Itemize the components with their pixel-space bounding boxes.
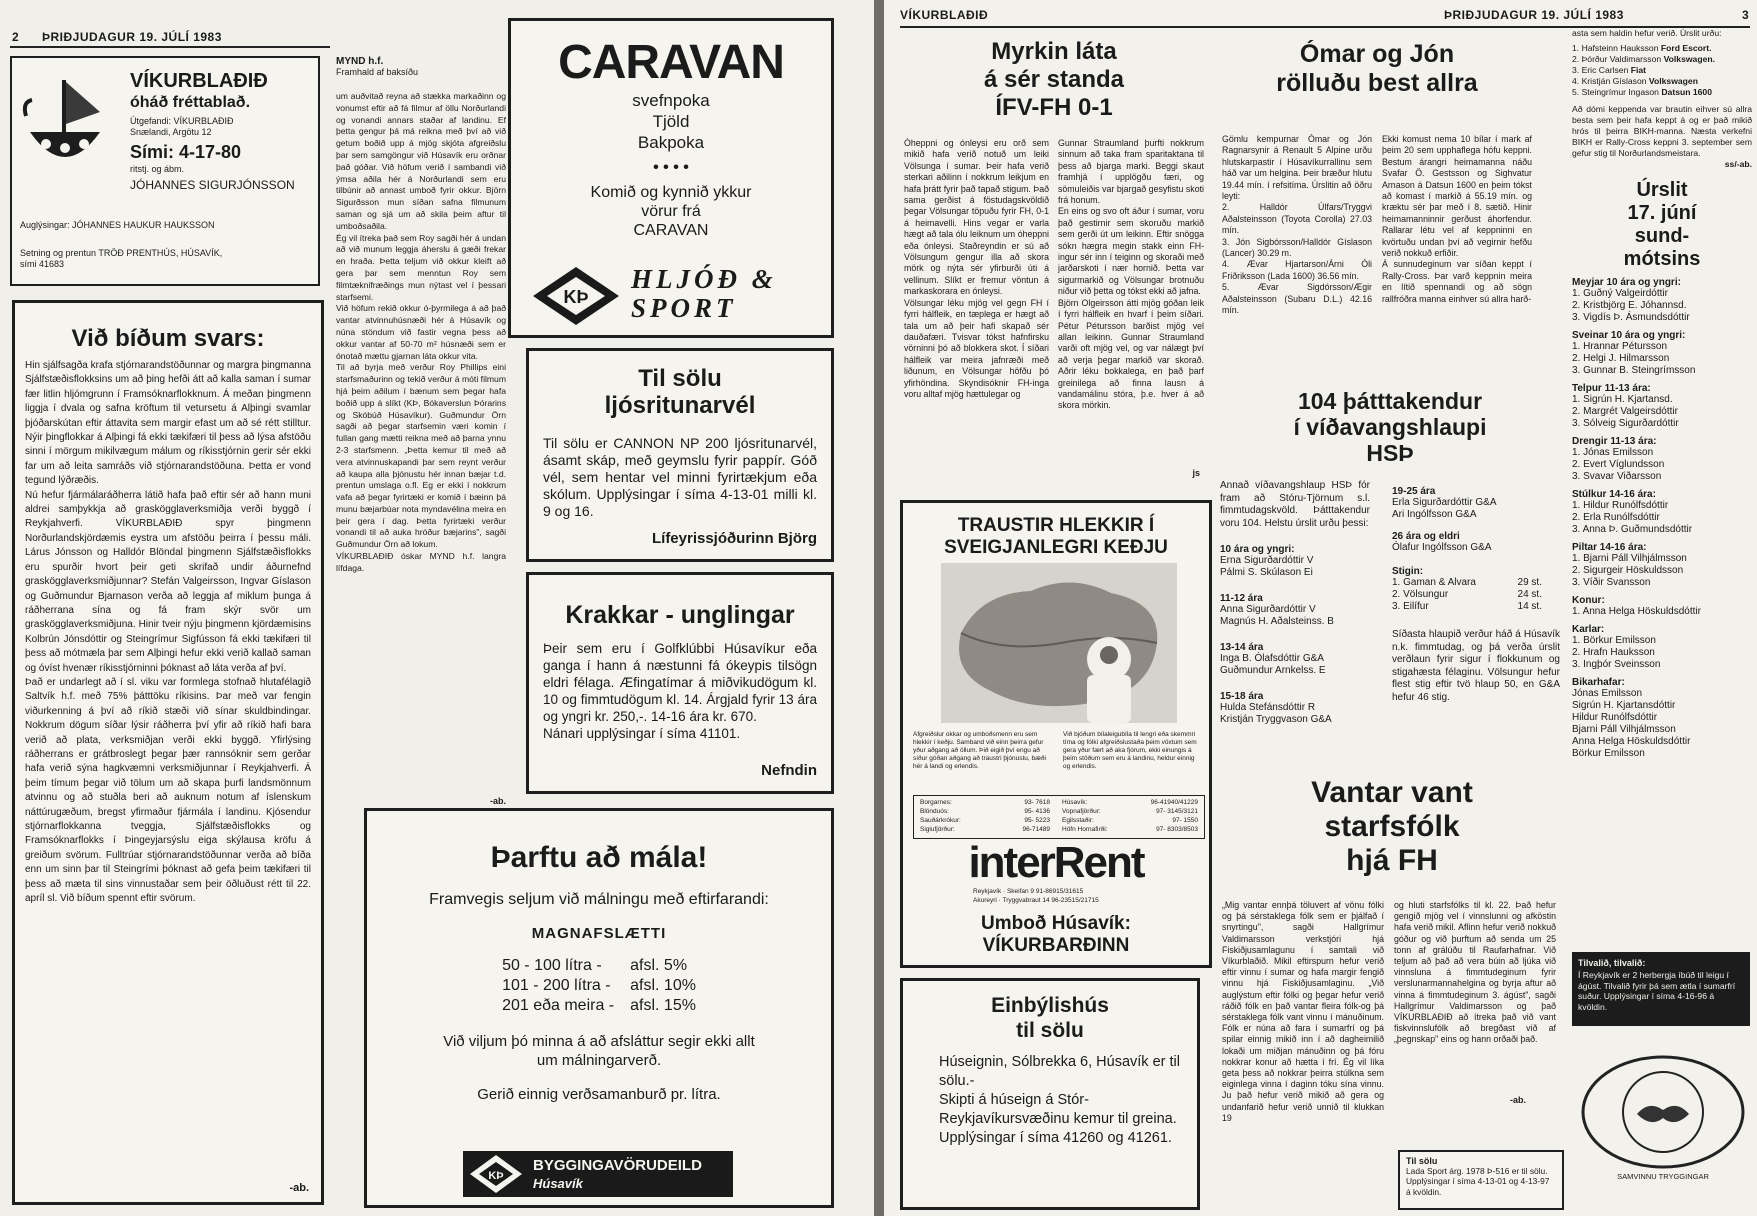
interrent-branches (913, 795, 1205, 839)
rally-article (1222, 40, 1532, 380)
branch-phone: 97- 1550 (1172, 817, 1198, 824)
mynd-article (336, 56, 506, 826)
group-lines: 1. Sigrún H. Kjartansd. 2. Margrét Valgeirsdóttir 3. Sólveig Sigurðardóttir (1572, 394, 1679, 429)
group-lines: Ólafur Ingólfsson G&A (1392, 542, 1492, 553)
group-lines: 1. Hrannar Pétursson 2. Helgi J. Hilmarsson 3. Gunnar B. Steingrímsson (1572, 341, 1696, 376)
group-lines: Anna Sigurðardóttir V Magnús H. Aðalsteinss. B (1220, 604, 1334, 627)
golf-body: Þeir sem eru í Golfklúbbi Húsavíkur eða ganga í hann á næstunni fá ókeypis tilsögn eldri félaga. Æfingatímar á miðvikudögum kl. 10 og fimmtudögum kl. 14. Árgjald fyrir 13 ára og yngri kr. 250,-. 14-16 ára kr. 670. Nánari upplýsingar í síma 41101. (543, 641, 817, 741)
tier-discount: afsl. 15% (630, 997, 696, 1014)
branch-city: Siglufjörður: (920, 826, 955, 833)
branch-city: Höfn Hornafirði: (1062, 826, 1108, 833)
orienteering-groups-right (1392, 480, 1560, 704)
insurance-logo-text: SAMVINNU TRYGGINGAR (1617, 1172, 1709, 1181)
caravan-cta: Komið og kynnið ykkur vörur frá CARAVAN (590, 184, 752, 239)
group-title: Meyjar 10 ára og yngri: (1572, 277, 1681, 288)
paint-dept: BYGGINGAVÖRUDEILD (533, 1157, 702, 1174)
rally-result-row (1572, 65, 1752, 76)
branch-city: Vopnafjörður: (1062, 808, 1101, 815)
caravan-items (511, 90, 831, 153)
tier-range: 101 - 200 lítra - (502, 977, 611, 994)
right-column (1572, 28, 1752, 1208)
branch-row (920, 816, 1050, 825)
interrent-hq: Reykjavík · Skeifan 9 91-86915/31615 Akureyri · Tryggvabraut 14 96-23515/21715 (973, 888, 1099, 904)
group-title: Drengir 11-13 ára: (1572, 436, 1657, 447)
classified-title: Tilvalið, tilvalið: (1578, 958, 1646, 968)
header-rule (10, 46, 330, 48)
car-sale-ad (1398, 1150, 1564, 1210)
group-title: Stúlkur 14-16 ára: (1572, 489, 1656, 500)
branch-city: Egilsstaðir: (1062, 817, 1094, 824)
interrent-caption-right: Við bjóðum bílaleigubíla til lengri eða skemmri tíma og fólki afgreiðslustaða þeim vöxtum sem gera yður fært að aka fjórum, ekki einungis á þeim stöðum sem eru á landinu, heldur einnig og erlendis. (1063, 731, 1197, 770)
branch-row (1062, 807, 1198, 816)
rally-result-row (1572, 43, 1752, 54)
fh-col2: og hluti starfsfólks til kl. 22. Það hefur gengið mjög vel í vinnslunni og afköstin hafa verið mikil. Aflinn hefur verið nokkuð góður og við þurftum að senda um 25 tonn af grálúðu til Raufarhafnar. Við teljum að það að vera búin að ljúka við vinnsluna á fimmtudeginum fyrir verslunarmannahelgina og byrja aftur að vinna á fimmtudeginum 3. ágúst", sagði Hallgrímur Valdimarsson og það VÍKURBLAÐIÐ að ítreka það við vant fiskvinnslufólk að bregðast við af „þegnskap" eins og hann orðaði það. (1394, 900, 1556, 1045)
paint-title: Þarftu að mála! (490, 841, 708, 874)
team: 3. Eilífur (1392, 601, 1429, 612)
group-lines: Erna Sigurðardóttir V Pálmi S. Skúlason Ei (1220, 555, 1314, 578)
interrent-brand: interRent (968, 838, 1144, 887)
golf-title: Krakkar - unglingar (565, 601, 795, 629)
orienteering-closing: Síðasta hlaupið verður háð á Húsavík n.k. fimmtudag, og þá verða úrslit verðlaun fyrir sigur í flokkunum og stigahæsta félaginu. Völsungur hefur flest stig eftir tvö hlaup 50, en G&A hefur 46 stig. (1392, 629, 1560, 703)
mynd-body: um auðvitað reyna að stækka markaðinn og vonumst eftir að fá filmur af öllu Norðurlandi og vonandi annars staðar af landinu. Ef þetta gengur þá má reikna með því að við getum boðið upp á mjög skjóta afgreiðslu þar sem samgöngur við Húsavík eru orðnar það góðar. Við höfum verið í sambandi við ýmsa aðila hér á Norðurlandi sem eru tilbúnir að annast umboð fyrir okkur. Björn Sigurðsson mun síðan safna filmunum saman og sjá um að skila þeim aftur til umboðsaðila. Ég vil ítreka það sem Roy sagði hér á undan að við munum leggja áherslu á gæði frekar en hraða. Þetta teljum við okkur kleift að gera þar sem menntun Roy sem filmtæknifræðings mun nýtast vel í þessari starfsemi. Við höfum rekið okkur ó-þyrmilega á að það vantar atvinnuhúsnæði hér á Húsavík og núna stöndum við fastir vegna þess að okkur vantar af 50-70 m² húsnæði sem er ónotað mættu gjarnan láta okkur vita. Til að byrja með verður Roy Phillips eini starfsmaðurinn og tekið verður á móti filmum hjá þeim aðilum í bænum sem þegar hafa boðið upp á slíkt (KÞ, Bókaverslun Þórarins og Skóbúð Húsavíkur). Guðmundur Örn sagði að þegar starfsemin væri komin í fullan gang mætti reikna með að þarna ynnu 2-3 starfsmenn. „Þetta kemur til með að vera atvinnuskapandi þar sem reynt verður að kaupa alla þjónustu hér innan bæjar t.d. prentun umslaga o.fl. Eg er ekki í nokkrum vafa að þegar fyrirtæki er komið í bæinn þá munu bæjarbúar nota myndavélina meira en þeir gera í dag. Þetta fyrirtæki verður vonandi til að auka hróður bæjarins", sagði Guðmundur Örn að lokum. VÍKURBLAÐIÐ óskar MYND h.f. langra lífdaga. (336, 91, 506, 573)
group-title: 10 ára og yngri: (1220, 544, 1295, 555)
fh-col1: „Mig vantar ennþá töluvert af vönu fólki og þá sérstaklega fólk sem er þjálfað í snyrtingu", sagði Hallgrímur Valdimarsson verkstjóri hjá Fiskiðjusamlagunu í samtali við Víkurblaðið. Mikil eftirspurn hefur verið eftir vinnu í sumar og hafa margir fengið vinnu hjá Fiskiðjusamlaginu. „Við auglýstum eftir fólki og þegar hefur verið ráðið fólk en það vantar fleira fólk-og þá sérstaklega fólk vant vinnu í mánuðinum. Fólk er núna að fara í sumarfrí og þá spilar einnig mikið inn í að dagheimilið lokaði um miðjan mánuðinn og þá fóru nokkrar konur að hætta í frí. Ég vil líka geta þess að nokkrar þeirra stúlkna sem eiginlega vinna í daginn tóku sína vinnu. Ju það hefur verið mikið að gera og undanfarið hefur verið unnið til klukkan 19 (1222, 900, 1384, 1123)
sale-title: Til sölu (1406, 1156, 1438, 1166)
caravan-item: svefnpoka (632, 91, 710, 110)
branch-phone: 96-41940/41229 (1150, 799, 1198, 806)
rally-headline: Ómar og Jón rölluðu best allra (1276, 40, 1478, 97)
driver: Þórður Valdimarsson (1581, 54, 1662, 64)
branch-phone: 93- 7618 (1024, 799, 1050, 806)
tier-range: 201 eða meira - (502, 997, 615, 1014)
points-row (1392, 601, 1542, 613)
interrent-ad (900, 500, 1212, 968)
car: Ford Escort. (1660, 43, 1712, 53)
tier-discount: afsl. 5% (630, 957, 688, 974)
group-title: 26 ára og eldri (1392, 531, 1460, 542)
branch-row (1062, 798, 1198, 807)
editorial-headline: Við bíðum svars: (71, 325, 265, 352)
caravan-logo: CARAVAN (558, 36, 784, 89)
rally-cont-intro: asta sem haldin hefur verið. Úrslit urðu: (1572, 28, 1722, 38)
score: 29 st. (1517, 577, 1542, 588)
driver: Hafsteinn Hauksson (1581, 43, 1659, 53)
driver: Eric Carlsen (1581, 65, 1629, 75)
group-title: Karlar: (1572, 624, 1605, 635)
kp-logo-text: KÞ (563, 287, 589, 307)
paint-tiers (494, 956, 704, 1016)
kp-logo-icon (469, 1154, 523, 1194)
paint-town: Húsavík (533, 1176, 583, 1191)
caravan-item: Bakpoka (637, 133, 705, 152)
team: 1. Gaman & Alvara (1392, 577, 1476, 588)
rank: 1. (1572, 43, 1580, 53)
group-title: Telpur 11-13 ára: (1572, 383, 1651, 394)
fh-article (1222, 776, 1562, 1206)
branch-row (1062, 816, 1198, 825)
interrent-caption-left: Afgreiðslur okkar og umboðsmenn eru sem hlekkir í keðju. Samband við einn þeirra gefur yður aðgang að öllum. Þið eigið því engu að síður góðan aðgang að traustri þjónustu, bæði hér á landi og erlendis. (913, 731, 1046, 770)
rally-cont-body: Að dómi keppenda var brautin eihver sú allra besta sem þeir hafa keppt á og er það mikið hrós til þeirra BIKH-manna. Næsta verkefni BIKH er Rally-Cross keppni 3. september sem gefur stig til Norðurlandsmeistara. (1572, 104, 1752, 158)
group-lines: 1. Guðný Valgeirdóttir 2. Kristbjörg E. Jóhannsd. 3. Vigdís Þ. Ásmundsdóttir (1572, 288, 1690, 323)
points-table (1392, 577, 1560, 613)
fh-headline: Vantar vant starfsfólk hjá FH (1311, 776, 1473, 877)
branch-row (920, 798, 1050, 807)
page-number: 3 (1742, 8, 1750, 22)
copier-ad (526, 348, 834, 562)
branch-phone: 95- 4136 (1024, 808, 1050, 815)
group-lines: 1. Anna Helga Höskuldsdóttir (1572, 606, 1701, 617)
branch-row (1062, 825, 1198, 834)
group-title: Piltar 14-16 ára: (1572, 542, 1647, 553)
branches-right (1062, 798, 1198, 834)
group-title: Bikarhafar: (1572, 677, 1625, 688)
golf-signer: Nefndin (761, 762, 817, 779)
hljod-sport-logo: HLJÓÐ & SPORT (631, 264, 777, 323)
driver: Steingrímur Ingason (1581, 87, 1659, 97)
rally-cont-signature: ss/-ab. (1724, 159, 1752, 169)
copier-signer: Lífeyrissjóðurinn Björg (651, 530, 817, 547)
football-col1: Óheppni og ónleysi eru orð sem mikið hafa verið notuð um leiki Völsunga í sumar. Þeir hafa verið sterkari aðilinn í nokkrum leikjum en hafa þrátt fyrir það tapað stigum. Það sama gerðist á föstudagskvöldið þegar Völsungar töpuðu fyrir FH, 0-1 á heimavelli. Hins vegar er varla hægt að tala ólu leiknum um óheppni eða ónleysi. Staðreyndin er sú að Völsungum gengur illa að skora mörk og nýta sér yfirburði úti á vellinum. Slíkt er fremur vöntun á markaskorara en ónleysi. Völsungar léku mjög vel gegn FH í fyrri hálfleik, en tæplega er hægt að tala um að þeir hafi skapað sér dauðafæri. Tvisvar tókst hafnfirsku vörninni þó að blokkera skot. Í síðari hálfleik var meira jafnræði með liðunum, en Völsungar höfðu þó yfirhöndina. Skyndisóknir FH-inga voru alltaf mjög hættulegar og (904, 138, 1049, 399)
group-title: Konur: (1572, 595, 1605, 606)
score: 14 st. (1517, 601, 1542, 612)
tier-range: 50 - 100 lítra - (502, 957, 602, 974)
paint-ad (364, 808, 834, 1208)
points-row (1392, 589, 1542, 601)
group-lines: Hulda Stefánsdóttir R Kristján Tryggvason G&A (1220, 702, 1332, 725)
points-row (1392, 577, 1542, 589)
group-title: Sveinar 10 ára og yngri: (1572, 330, 1686, 341)
branch-phone: 97- 3145/3121 (1156, 808, 1198, 815)
orienteering-article (1220, 388, 1560, 768)
group-lines: 1. Hildur Runólfsdóttir 2. Erla Runólfsdóttir 3. Anna Þ. Guðmundsdóttir (1572, 500, 1693, 535)
masthead-phone: Sími: 4-17-80 (130, 142, 242, 162)
football-article (904, 38, 1204, 478)
branches-left (920, 798, 1050, 834)
orienteering-headline: 104 þátttakendur í víðavangshlaupi HSÞ (1293, 388, 1487, 466)
group-lines: Erla Sigurðardóttir G&A Ari Ingólfsson G&A (1392, 497, 1497, 520)
mynd-headline: MYND h.f. (336, 56, 384, 67)
car: Fiat (1630, 65, 1647, 75)
branch-row (920, 825, 1050, 834)
editorial-body: Hin sjálfsagða krafa stjórnarandstöðunnar og margra þingmanna Sjálfstæðisflokksins um að þing hefði átt að kalla saman í sumar fær litlin hljómgrunn í Framsóknarflokknum. Á meðan þingmenn liggja í dvala og safna kröftum til vetursetu á Alþingi svamlar þjóðarskútan eftir áttavita sem margir efast um að sé rétt stilltur. Nýir þingflokkar á Alþingi fá ekki tækifæri til þess að lýsa afstöðu sinni í mörgum mikilvægum málum og ríkisstjórnin gerir sér ekki far um að leita samráðs við stjórnarandstöðuna. Þetta er vond tegund lýðræðis. Nú hefur fjármálaráðherra látið hafa það eftir sér að hann muni aldrei samþykkja að graskögglaverksmiðja verði byggð í Reykjahverfi. VÍKURBLAÐIÐ spyr þingmenn Norðurlandskjördæmis eystra um afstöðu þeirra í þessu máli. Lárus Jónsson og Halldór Blöndal þingmenn Sjálfstæðisflokks eru spurðir hvort þeir geti skrifað undir áðurnefnd graskögglaverksmiðjunnar? Stefán Valgeirsson, Ingvar Gíslason og Guðmundur Bjarnason verða að leggja af miklum þunga á ráðherrana sína og fá fram skýr svör um graskögglaverksmiðjuna. Hinir tveir nýju þingmenn kjördæmisins Kolbrún Jónsdóttir og Steingrímur Sigfússon fá ekki tækifæri til þess að mótmæla þar sem Alþingi hefur ekki verið kallað saman og óvíst hvenær ríkisstjórninni þóknast að láta verða af því. Það er undarlegt að í sl. viku var formlega stofnað hlutafélagið Saltvík h.f. með 75% þátttöku ríkisins. Þar með var fengin viðurkenning á því að ríkið stæði við sínar skuldbindingar. Nokkrum dögum síðar lýsir ráðherra því yfir að ríkið hafi bara verið að plata, verksmiðjan verði ekki byggð. Yfirlýsing ráðherrans er grátbroslegt þegar þær rannsóknir sem gerðar hafa verið sýna hagkvæmni verksmiðjunnar í Reykjahverfi. Á þeim tímum þegar við tölum um að skapa þurfi landsmönnum atvinnu og að stuðla beri að auknum notum af íslenskum náttúrugæðum, bregst yfirmaður fjármála í landinu. Kjósendur stjórnarflokkanna tveggja, Sjálfstæðisflokks og Framsóknarflokks í Þingeyjarsýslu eiga skýlausa kröfu á greiðum svörum. Fulltrúar stjórnarandstöðunnar verða að bíða enn um sinn þar til Steingrími þóknast að gefa þeim tækifæri til þess að mæta til sins vinnustaðar sem þeir öðluðust rétt til 22. apríl sl. Við bíðum spennt eftir svörum. (25, 360, 311, 905)
rally-result-row (1572, 54, 1752, 65)
sale-body: Lada Sport árg. 1978 Þ-516 er til sölu. Upplýsingar í síma 4-13-01 og 4-13-97 á kvöldin. (1406, 1166, 1550, 1197)
group-title: 11-12 ára (1220, 593, 1263, 604)
tier-row (494, 976, 704, 996)
copier-title: Til sölu ljósritunarvél (604, 365, 756, 419)
team: 2. Völsungur (1392, 589, 1449, 600)
group-lines: 1. Bjarni Páll Vilhjálmsson 2. Sigurgeir Höskuldsson 3. Víðir Svansson (1572, 553, 1687, 588)
rank: 5. (1572, 87, 1580, 97)
masthead-ads: Auglýsingar: JÓHANNES HAUKUR HAUKSSON (20, 220, 215, 230)
driver: Kristján Gíslason (1581, 76, 1647, 86)
caravan-ad (508, 18, 834, 338)
caravan-dots: • • • • (653, 159, 689, 176)
group-title: 15-18 ára (1220, 691, 1264, 702)
interrent-headline: TRAUSTIR HLEKKIR Í SVEIGJANLEGRI KEÐJU (944, 515, 1168, 558)
tier-row (494, 996, 704, 1016)
branch-city: Blönduós: (920, 808, 949, 815)
classified-body: Í Reykjavík er 2 herbergja íbúð til leigu í ágúst. Tilvalið fyrir þá sem ætla í sumarfrí suður. Upplýsingar í síma 4-16-96 á kvöldin. (1578, 970, 1736, 1012)
group-title: 13-14 ára (1220, 642, 1264, 653)
right-page (884, 0, 1757, 1216)
branch-phone: 96-71489 (1022, 826, 1050, 833)
viking-ship-logo (20, 72, 110, 182)
masthead-subtitle: óháð fréttablað. (130, 94, 251, 111)
iceland-map-image (941, 563, 1177, 723)
group-lines: Inga B. Ólafsdóttir G&A Guðmundur Arnkelss. E (1220, 653, 1326, 676)
orienteering-intro: Annað víðavangshlaup HSÞ fór fram að Stóru-Tjörnum s.l. fimmtudagskvöld. Þátttakendur voru 104. Helstu úrslit urðu þessi: (1220, 480, 1370, 529)
copier-body: Til sölu er CANNON NP 200 ljósritunarvél, ásamt skáp, með geymslu fyrir pappír. Góð vél, sem hentar vel minni fyrirtækjum eða skólum. Upplýsingar í síma 4-13-01 milli kl. 9 og 16. (543, 435, 817, 519)
editorial (12, 300, 324, 1205)
rank: 2. (1572, 54, 1580, 64)
rally-col1: Gömlu kempurnar Ómar og Jón Ragnarsynir á Renault 5 Alpine urðu hlutskarpastir í Húsavíkurrallinu sem háð var um helgina. Þeir bræður hlutu 19.44 mín. í refsitíma. Úrslitin að öðru leyti: 2. Halldór Úlfars/Tryggvi Aðalsteinsson (Toyota Corolla) 27.03 mín. 3. Jón Sigbórsson/Halldór Gíslason (Lancer) 30.29 m. 4. Ævar Hjartarson/Árni Óli Friðriksson (Lada 1600) 36.56 mín. 5. Ævar Sigdórsson/Ægir Aðalsteinsson (Subaru D.L.) 42.16 mín. (1222, 134, 1372, 316)
car: Volkswagen (1648, 76, 1698, 86)
branch-row (920, 807, 1050, 816)
running-head: ÞRIÐJUDAGUR 19. JÚLÍ 1983 (42, 30, 222, 44)
car: Datsun 1600 (1661, 87, 1712, 97)
fh-signature: -ab. (1510, 1095, 1527, 1105)
rally-result-row (1572, 87, 1752, 98)
rank: 3. (1572, 65, 1580, 75)
football-headline: Myrkin láta á sér standa ÍFV-FH 0-1 (983, 38, 1125, 121)
masthead-publisher: Útgefandi: VÍKURBLAÐIÐ Snælandi, Argötu 12 (130, 116, 234, 137)
running-head-right: ÞRIÐJUDAGUR 19. JÚLÍ 1983 (1444, 8, 1624, 22)
branch-phone: 97- 8303/8503 (1156, 826, 1198, 833)
paint-pitch: Við viljum þó minna á að afsláttur segir ekki allt um málningarverð. (443, 1033, 755, 1069)
orienteering-groups-left (1220, 538, 1380, 726)
left-page (0, 0, 874, 1216)
masthead-editor: JÓHANNES SIGURJÓNSSON (130, 178, 295, 192)
running-head-left: VÍKURBLAÐIÐ (900, 8, 989, 22)
paint-compare: Gerið einnig verðsamanburð pr. lítra. (477, 1086, 721, 1103)
score: 24 st. (1517, 589, 1542, 600)
page-number: 2 (12, 30, 20, 44)
masthead-title: VÍKURBLAÐIÐ (130, 70, 268, 92)
editorial-signature: -ab. (289, 1182, 309, 1194)
masthead-printing: Setning og prentun TRÖÐ PRENTHÚS, HÚSAVÍK, sími 41683 (20, 248, 223, 269)
group-lines: 1. Börkur Emilsson 2. Hrafn Hauksson 3. Ingþór Sveinsson (1572, 635, 1661, 670)
swimming-title: Úrslit 17. júní sund- mótsins (1623, 179, 1701, 270)
football-signature: js (1192, 468, 1200, 478)
kp-logo-icon (531, 265, 621, 327)
samvinnu-tryggingar-logo-icon (1579, 1052, 1747, 1170)
mynd-signature: -ab. (489, 796, 506, 806)
mynd-kicker: Framhald af baksíðu (336, 67, 419, 77)
masthead (10, 56, 320, 286)
car: Volkswagen. (1663, 54, 1715, 64)
branch-city: Borgarnes: (920, 799, 952, 806)
rally-results (1572, 43, 1752, 98)
tier-row (494, 956, 704, 976)
byggingavorudeild-banner (463, 1151, 733, 1197)
house-ad (900, 978, 1200, 1210)
interrent-agent: Umboð Húsavík: VÍKURBARÐINN (981, 913, 1131, 956)
caravan-item: Tjöld (652, 112, 690, 131)
branch-city: Húsavík: (1062, 799, 1088, 806)
group-title: 19-25 ára (1392, 486, 1436, 497)
house-title: Einbýlishús til sölu (991, 994, 1109, 1042)
classified-apartment (1572, 952, 1750, 1026)
points-title: Stigin: (1392, 566, 1424, 577)
group-lines: Jónas Emilsson Sigrún H. Kjartansdóttir Hildur Runólfsdóttir Bjarni Páll Vilhjálmsson Anna Helga Höskuldsdóttir Börkur Emilsson (1572, 688, 1691, 759)
branch-phone: 95- 5223 (1024, 817, 1050, 824)
tier-discount: afsl. 10% (630, 977, 696, 994)
rank: 4. (1572, 76, 1580, 86)
paint-label: MAGNAFSLÆTTI (531, 925, 667, 942)
group-lines: 1. Jónas Emilsson 2. Evert Víglundsson 3. Svavar Viðarsson (1572, 447, 1665, 482)
house-body: Húseignin, Sólbrekka 6, Húsavík er til sölu.- Skipti á húseign á Stór-Reykjavíkursvæðinu kemur til greina. Upplýsingar í síma 41260 og 41261. (939, 1054, 1180, 1146)
branch-city: Sauðárkrókur: (920, 817, 961, 824)
rally-col2: Ekki komust nema 10 bílar í mark af þeim 20 sem upphaflega hófu keppni. Bestum árangri heimamanna náðu Svafar Ö. Gestsson og Sighvatur Arnason á Datsun 1600 en þeim tókst að komast í markið á 55.19 mín. og kræktu sér þar með í 8. sætið. Hinir heimamanninnir gerðust áhorfendur. Rallarar létu vel af keppninni en kvörtuðu undan því að vegirnir hefðu verið nokkuð erfiðir. Á sunnudeginum var síðan keppt í Rally-Cross. Þar varð keppnin meira en lítið spennandi og að sögn rallfróðra manna einhver sú allra harð- (1382, 134, 1532, 304)
kp-logo-text: KÞ (488, 1170, 504, 1182)
swimming-results (1572, 277, 1752, 760)
football-col2: Gunnar Straumland þurfti nokkrum sinnum að taka fram sparitaktana til þess að bjarga marki. Beggi skaut framhjá í upplögðu færi, og sömuleiðis var bjargað gesyfistu skoti frá honum. En eins og svo oft áður í sumar, voru það gestirnir sem skoruðu markið sem gerði út um leikinn. Eftir snögga sókn hægra megin stakk einn FH-ingur sér inn í teiginn og skoraði með jarðarskoti í nær hornið. Þetta var sigurmarkið og Völsungar brotnuðu niður við þetta og tókst ekki að jafna. Björn Olgeirsson átti mjög góðan leik í fyrri hálfleik en hvarf í þeim síðari. Pétur Pétursson barðist mjög vel allan leikinn. Gunnar Straumland varði oft mjög vel, og var nálægt því að verja þegar markið var skorað. Aðrir léku bokkalega, en það þarf greinilega að finna lausn á vandamálinu stóra, þ.e. hver á að skora mörkin. (1058, 138, 1204, 411)
masthead-editors-label: ritstj. og ábm. (130, 164, 185, 174)
golf-ad (526, 572, 834, 794)
paint-intro: Framvegis seljum við málningu með eftirfarandi: (429, 891, 769, 908)
rally-result-row (1572, 76, 1752, 87)
